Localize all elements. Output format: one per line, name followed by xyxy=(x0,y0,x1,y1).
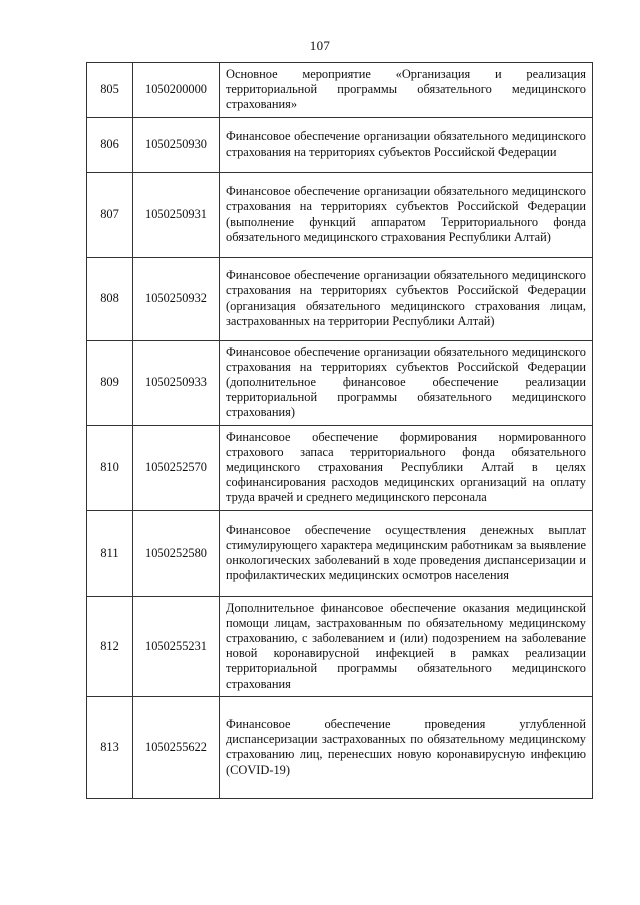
row-description-text: Финансовое обеспечение организации обязательного медицинского страхования на территориях субъектов Российской Федерации (выполнение функций аппаратом Территориального фонда обязательного медицинского страхования Республики Алтай) xyxy=(226,184,586,244)
table-row xyxy=(87,340,593,425)
row-code: 1050252570 xyxy=(133,425,220,510)
row-number: 811 xyxy=(87,510,133,596)
row-description xyxy=(220,340,593,425)
row-number: 809 xyxy=(87,340,133,425)
table-row xyxy=(87,425,593,510)
row-code: 1050250930 xyxy=(133,117,220,172)
row-code: 1050255231 xyxy=(133,596,220,696)
row-code: 1050250933 xyxy=(133,340,220,425)
row-description xyxy=(220,117,593,172)
row-code: 1050252580 xyxy=(133,510,220,596)
row-number: 813 xyxy=(87,696,133,798)
budget-code-table xyxy=(86,62,593,799)
table-row xyxy=(87,510,593,596)
row-description-text: Основное мероприятие «Организация и реализация территориальной программы обязательного медицинского страхования» xyxy=(226,67,586,112)
row-code: 1050200000 xyxy=(133,63,220,118)
row-number: 805 xyxy=(87,63,133,118)
row-description xyxy=(220,510,593,596)
row-number: 810 xyxy=(87,425,133,510)
table-row xyxy=(87,696,593,798)
table-row xyxy=(87,172,593,257)
row-description-text: Финансовое обеспечение организации обязательного медицинского страхования на территориях субъектов Российской Федерации (дополнительное финансовое обеспечение реализации территориальной программы обязательного медицинского страхования) xyxy=(226,344,586,420)
row-description xyxy=(220,172,593,257)
row-code: 1050250932 xyxy=(133,257,220,340)
row-description-text: Финансовое обеспечение формирования нормированного страхового запаса территориального фонда обязательного медицинского страхования Республики Алтай в целях софинансирования расходов медицинских организаций на оплату труда врачей и среднего медицинского персонала xyxy=(226,429,586,505)
table-row xyxy=(87,257,593,340)
row-code: 1050250931 xyxy=(133,172,220,257)
table-row xyxy=(87,596,593,696)
row-description-text: Финансовое обеспечение проведения углубленной диспансеризации застрахованных по обязательному медицинскому страхованию лиц, перенесших новую коронавирусную инфекцию (COVID-19) xyxy=(226,716,586,777)
row-description xyxy=(220,425,593,510)
row-description xyxy=(220,63,593,118)
row-description xyxy=(220,257,593,340)
page-number: 107 xyxy=(309,38,331,53)
row-description-text: Финансовое обеспечение осуществления денежных выплат стимулирующего характера медицинским работникам за выявление онкологических заболеваний в ходе проведения диспансеризации и профилактических медицинских осмотров населения xyxy=(226,522,586,583)
row-code: 1050255622 xyxy=(133,696,220,798)
row-number: 806 xyxy=(87,117,133,172)
table-row xyxy=(87,117,593,172)
row-description-text: Финансовое обеспечение организации обязательного медицинского страхования на территориях субъектов Российской Федерации (организация обязательного медицинского страхования лицам, застрахованных на территории Республики Алтай) xyxy=(226,268,586,328)
row-description xyxy=(220,696,593,798)
row-description-text: Дополнительное финансовое обеспечение оказания медицинской помощи лицам, застрахованным по обязательному медицинскому страхованию, с заболеванием и (или) подозрением на заболевание новой коронавирусной инфекцией в рамках реализации территориальной программы обязательного медицинского страхования xyxy=(226,600,586,691)
row-description xyxy=(220,596,593,696)
table-row xyxy=(87,63,593,118)
row-number: 808 xyxy=(87,257,133,340)
row-number: 807 xyxy=(87,172,133,257)
row-number: 812 xyxy=(87,596,133,696)
row-description-text: Финансовое обеспечение организации обязательного медицинского страхования на территориях субъектов Российской Федерации xyxy=(226,129,586,159)
